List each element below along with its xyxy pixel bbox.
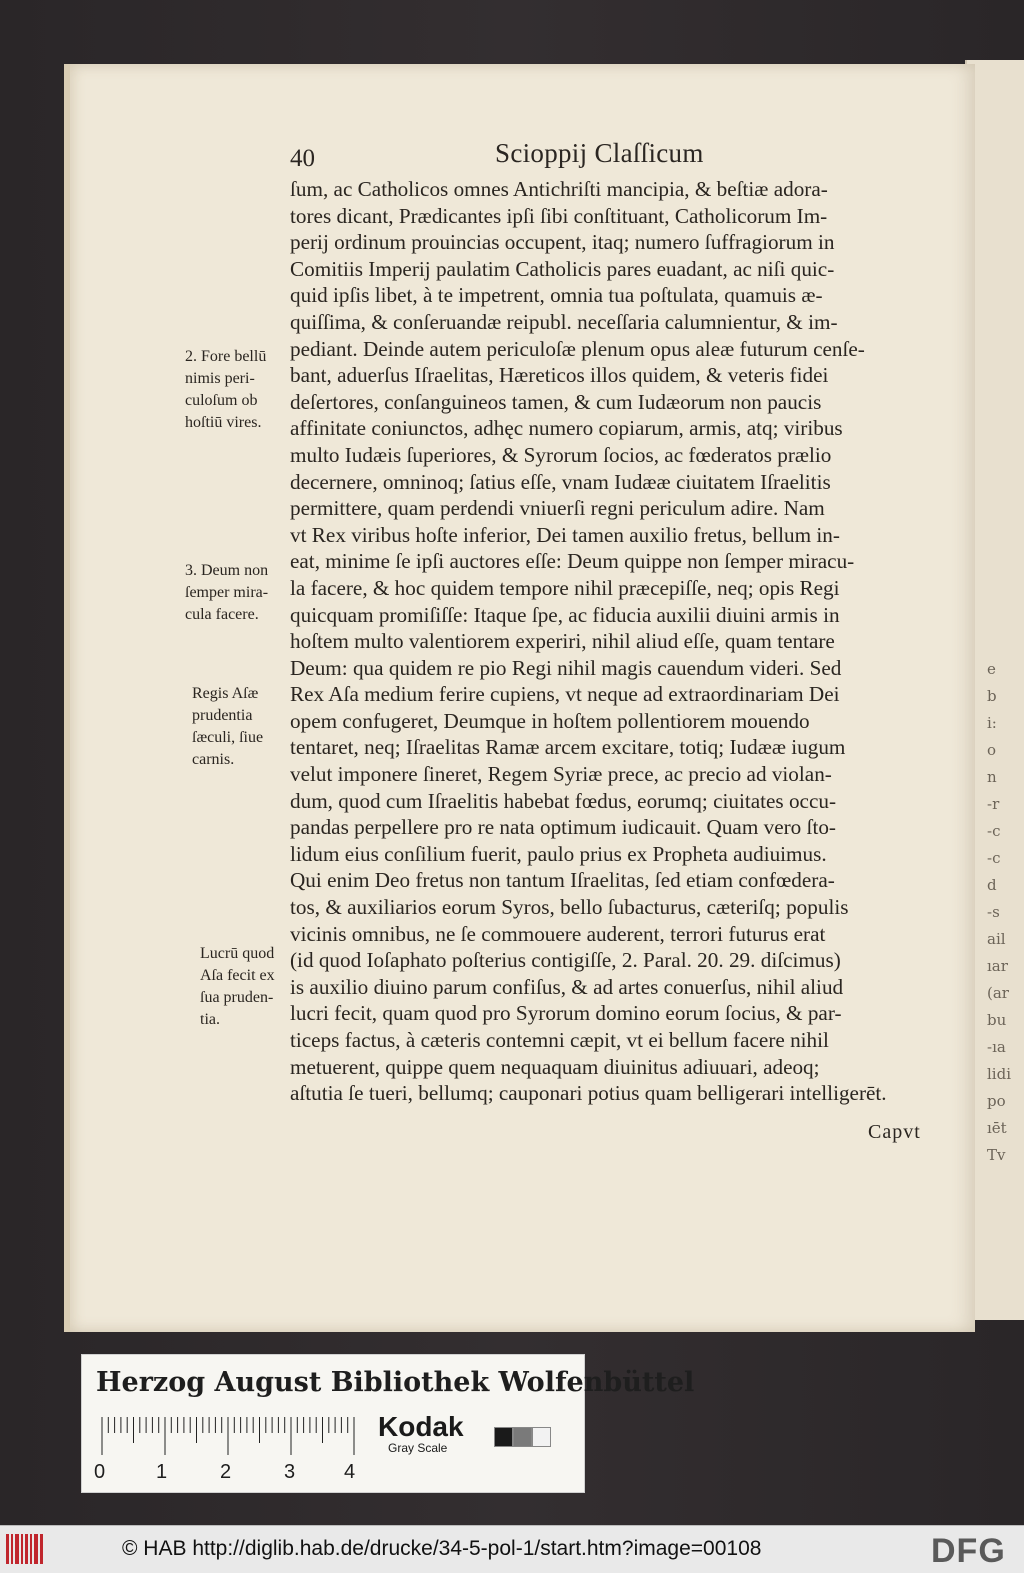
text-line: pandas perpellere pro re nata optimum iudicauit. Quam vero ſto- bbox=[290, 815, 836, 840]
next-page-fragment: Tv bbox=[987, 1146, 1006, 1164]
margin-note-line: cula facere. bbox=[185, 606, 259, 623]
text-line: deſertores, conſanguineos tamen, & cum Iudæorum non paucis bbox=[290, 389, 822, 414]
next-page-fragment: bu bbox=[987, 1011, 1007, 1029]
margin-note-line: culoſum ob bbox=[185, 392, 258, 409]
library-name: Herzog August Bibliothek Wolfenbüttel bbox=[96, 1367, 695, 1398]
running-title: Scioppij Claſſicum bbox=[495, 138, 704, 168]
next-page-fragment: n bbox=[987, 768, 997, 786]
margin-note-line: hoſtiū vires. bbox=[185, 414, 262, 431]
text-line: quicquam promiſiſſe: Itaque ſpe, ac fiducia auxilii diuini armis in bbox=[290, 602, 840, 627]
margin-note-1 bbox=[185, 346, 297, 434]
text-line: dum, quod cum Iſraelitis habebat fœdus, eorumq; ciuitates occu- bbox=[290, 788, 837, 813]
gray-swatch bbox=[532, 1427, 551, 1447]
text-line: (id quod Ioſaphato poſterius contigiſſe, 2. Paral. 20. 29. diſcimus) bbox=[290, 948, 841, 973]
margin-note-line: 2. Fore bellū bbox=[185, 348, 267, 365]
kodak-logo: Kodak bbox=[378, 1411, 464, 1442]
margin-note-line: Lucrū quod bbox=[200, 945, 275, 962]
next-page-fragment: po bbox=[987, 1092, 1006, 1110]
body-text bbox=[290, 176, 955, 1107]
margin-note-2 bbox=[185, 560, 297, 626]
next-page-fragment: -c bbox=[987, 822, 1001, 840]
text-line: Deum: qua quidem re pio Regi nihil magis cauendum videri. Sed bbox=[290, 655, 842, 680]
ruler-number: 3 bbox=[284, 1461, 296, 1483]
next-page-fragment: e bbox=[987, 660, 996, 678]
text-line: tos, & auxiliarios eorum Syros, bello ſubacturus, cæteriſq; populis bbox=[290, 895, 849, 920]
ruler-number: 0 bbox=[94, 1461, 106, 1483]
margin-note-line: ſemper mira- bbox=[185, 584, 269, 601]
text-line: tores dicant, Prædicantes ipſi ſibi conſtituant, Catholicorum Im- bbox=[290, 203, 828, 228]
next-page-fragment: b bbox=[987, 687, 997, 705]
gray-swatch bbox=[513, 1427, 532, 1447]
next-page-fragment: d bbox=[987, 876, 997, 894]
next-page-fragment: ıēt bbox=[987, 1119, 1007, 1137]
gray-swatch bbox=[494, 1427, 513, 1447]
text-line: opem confugeret, Deumque in hoſtem pollentiorem mouendo bbox=[290, 708, 810, 733]
library-label-card bbox=[81, 1354, 695, 1493]
text-line: quid ipſis libet, à te impetrent, omnia tua poſtulata, quamuis æ- bbox=[290, 283, 823, 308]
next-page-fragment: (ar bbox=[987, 984, 1009, 1002]
text-line: aſtutia ſe tueri, bellumq; cauponari potius quam belligerari intelligerēt. bbox=[290, 1081, 887, 1106]
text-line: Qui enim Deo fretus non tantum Iſraelitas, ſed etiam confœdera- bbox=[290, 868, 835, 893]
margin-note-3 bbox=[192, 683, 304, 771]
ruler-number: 4 bbox=[344, 1461, 356, 1483]
text-line: bant, aduerſus Iſraelitas, Hæreticos illos quidem, & veteris fidei bbox=[290, 363, 829, 388]
page-number: 40 bbox=[290, 145, 315, 172]
text-line: permittere, quam perdendi vniuerſi regni periculum adire. Nam bbox=[290, 496, 825, 521]
kodak-subtitle: Gray Scale bbox=[388, 1441, 448, 1455]
margin-note-4 bbox=[200, 943, 312, 1031]
next-page-fragment: -c bbox=[987, 849, 1001, 867]
text-line: lucri fecit, quam quod pro Syrorum domino eorum ſocius, & par- bbox=[290, 1001, 842, 1026]
margin-note-line: Aſa fecit ex bbox=[200, 967, 275, 984]
text-line: pediant. Deinde autem periculoſæ plenum opus aleæ futurum cenſe- bbox=[290, 336, 865, 361]
text-line: perij ordinum prouincias occupent, itaq; numero ſuffragiorum in bbox=[290, 230, 835, 255]
text-line: is auxilio diuino parum confiſus, & ad artes conuerſus, nihil aliud bbox=[290, 974, 844, 999]
ruler-number: 2 bbox=[220, 1461, 232, 1483]
text-line: tentaret, neq; Iſraelitas Ramæ arcem excitare, totiq; Iudææ iugum bbox=[290, 735, 846, 760]
dfg-logo: DFG bbox=[931, 1532, 1006, 1570]
next-page-fragment: -s bbox=[987, 903, 1000, 921]
footer-bar bbox=[0, 1525, 1024, 1573]
next-page-fragment: ıar bbox=[987, 957, 1008, 975]
gray-scale-swatches bbox=[494, 1427, 551, 1447]
text-line: quiſſima, & conſeruandæ reipubl. neceſſaria calumnientur, & im- bbox=[290, 309, 838, 334]
text-line: vt Rex viribus hoſte inferior, Dei tamen auxilio fretus, bellum in- bbox=[290, 522, 840, 547]
margin-note-line: carnis. bbox=[192, 751, 235, 768]
margin-note-line: tia. bbox=[200, 1011, 220, 1028]
hab-barcode-icon bbox=[6, 1534, 48, 1564]
margin-note-line: prudentia bbox=[192, 707, 253, 724]
text-line: hoſtem multo valentiorem experiri, nihil aliud eſſe, quam tentare bbox=[290, 629, 835, 654]
text-line: Comitiis Imperij paulatim Catholicis pares euadant, ac niſi quic- bbox=[290, 256, 835, 281]
copyright-link[interactable]: © HAB http://diglib.hab.de/drucke/34-5-pol-1/start.htm?image=00108 bbox=[122, 1537, 762, 1560]
next-page-fragment: i: bbox=[987, 714, 997, 732]
next-page-fragment: o bbox=[987, 741, 997, 759]
margin-note-line: Regis Aſæ bbox=[192, 685, 259, 702]
ruler-number: 1 bbox=[156, 1461, 168, 1483]
margin-note-line: ſua pruden- bbox=[200, 989, 274, 1006]
text-line: decernere, omninoq; ſatius eſſe, vnam Iudææ ciuitatem Iſraelitis bbox=[290, 469, 831, 494]
text-line: ſum, ac Catholicos omnes Antichriſti mancipia, & beſtiæ adora- bbox=[290, 177, 828, 201]
text-line: ticeps factus, à cæteris contemni cæpit, vt ei bellum facere nihil bbox=[290, 1028, 829, 1052]
text-line: lidum eius conſilium fuerit, paulo prius ex Propheta audiuimus. bbox=[290, 841, 827, 866]
next-page-fragment: lidi bbox=[987, 1065, 1011, 1083]
text-line: affinitate coniunctos, adhęc numero copiarum, armis, atq; viribus bbox=[290, 416, 843, 441]
text-line: multo Iudæis ſuperiores, & Syrorum ſocios, ac fœderatos prælio bbox=[290, 442, 832, 467]
text-line: Rex Aſa medium ferire cupiens, vt neque ad extraordinariam Dei bbox=[290, 682, 840, 707]
margin-note-line: 3. Deum non bbox=[185, 562, 269, 579]
margin-note-line: ſæculi, ſiue bbox=[192, 729, 264, 746]
text-line: eat, minime ſe ipſi auctores eſſe: Deum quippe non ſemper miracu- bbox=[290, 549, 855, 574]
next-page-fragment: ail bbox=[987, 930, 1006, 948]
margin-note-line: nimis peri- bbox=[185, 370, 255, 387]
text-line: vicinis omnibus, ne ſe commouere auderent, terrori futurus erat bbox=[290, 921, 826, 946]
text-line: metuerent, quippe quem nequaquam diuinitus adiuuari, adeoq; bbox=[290, 1054, 820, 1079]
next-page-fragment: -ıa bbox=[987, 1038, 1006, 1056]
next-page-fragment: -r bbox=[987, 795, 1000, 813]
catchword: Capvt bbox=[868, 1121, 921, 1143]
text-line: velut imponere ſineret, Regem Syriæ prece, ac precio ad violan- bbox=[290, 762, 832, 787]
ruler-scale bbox=[100, 1417, 356, 1457]
text-line: la facere, & hoc quidem tempore nihil præcepiſſe, neq; opis Regi bbox=[290, 575, 840, 600]
